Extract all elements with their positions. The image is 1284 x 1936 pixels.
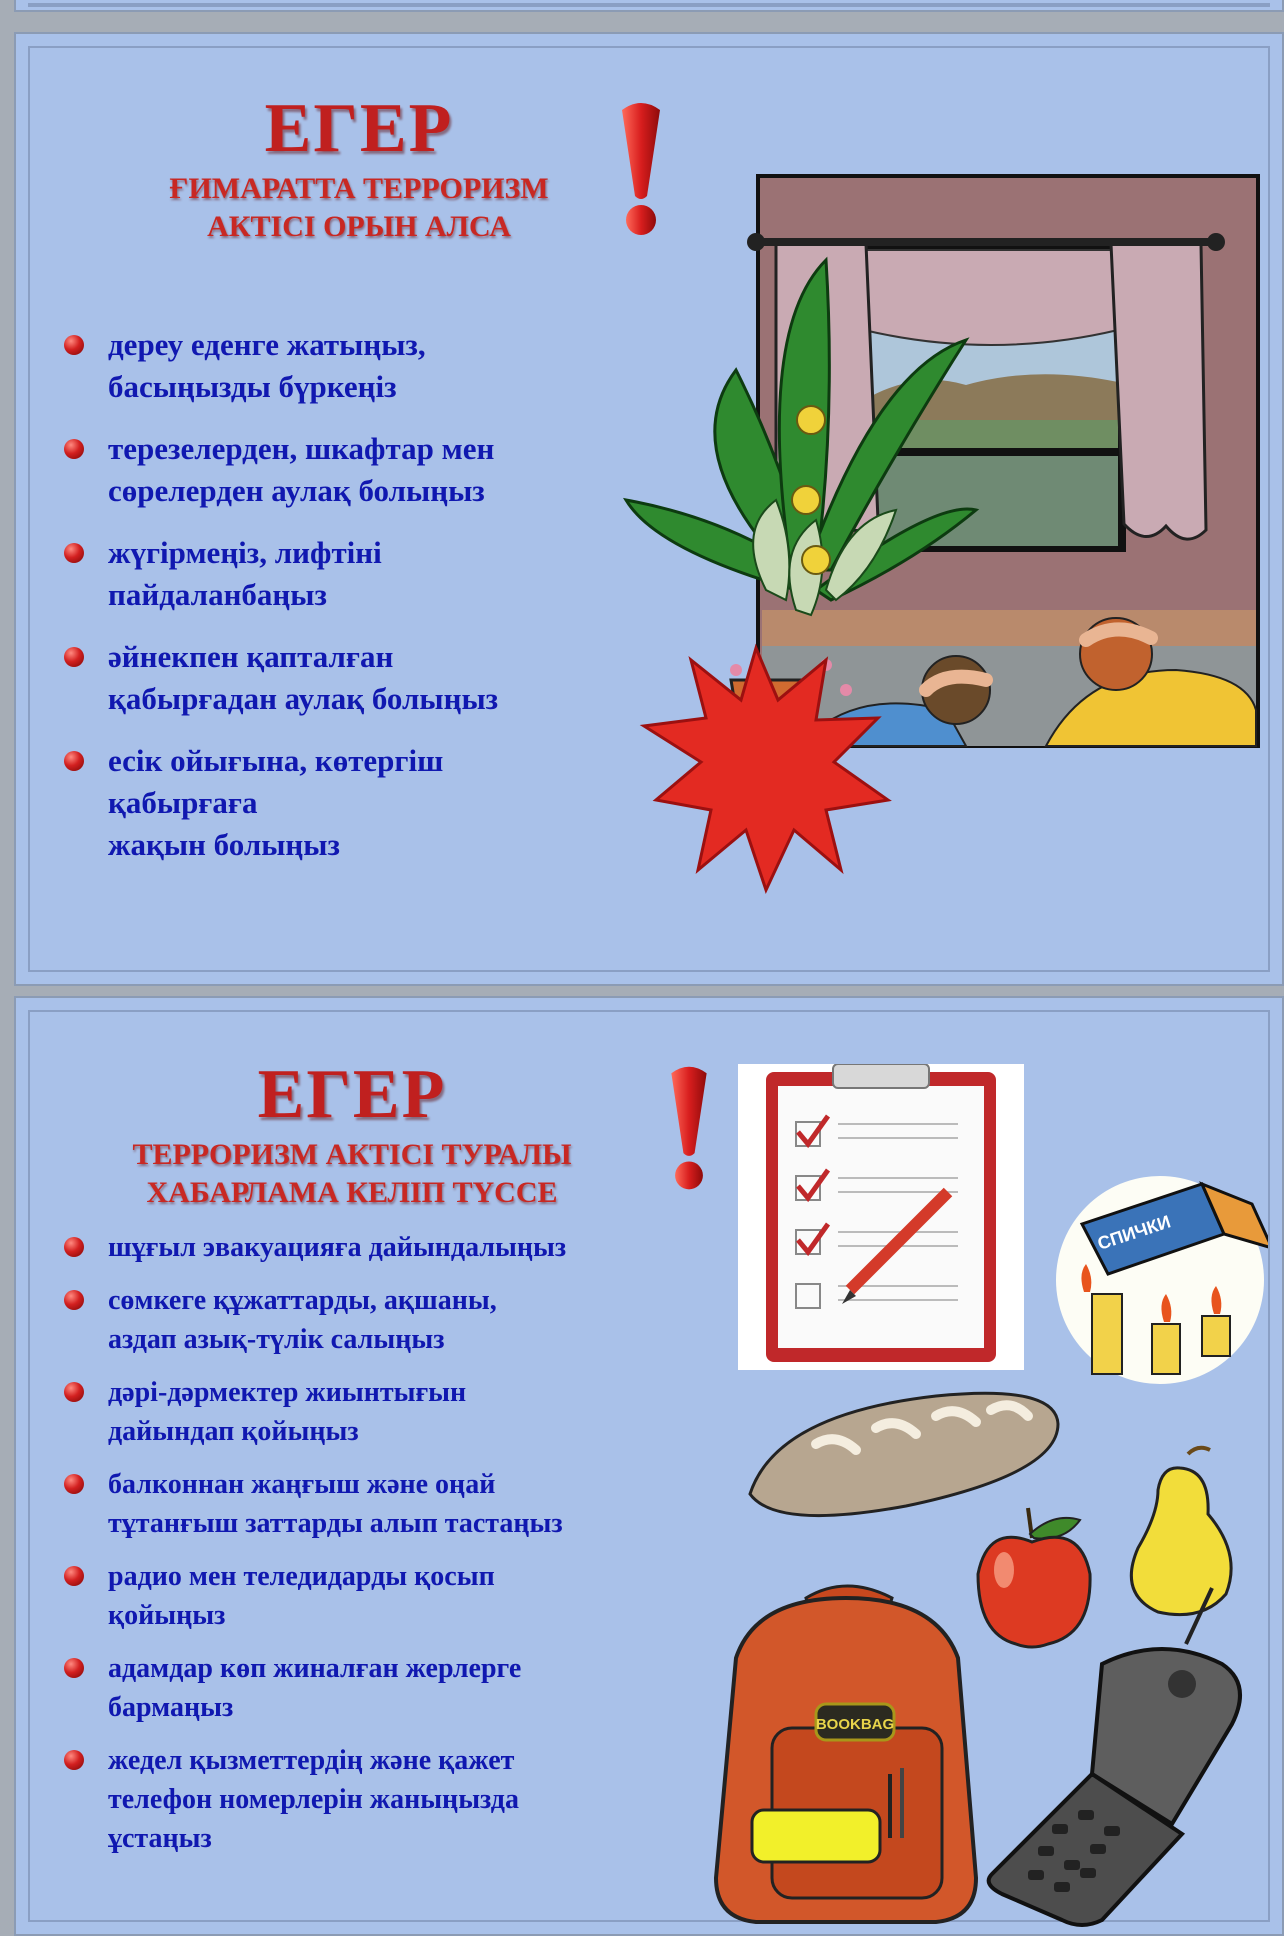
bullet-dot-icon [64,1566,84,1586]
instruction-line: дәрі-дәрмектер жиынтығын [108,1377,467,1408]
instruction-line: қойыңыз [108,1600,226,1631]
subheading-line-1: ТЕРРОРИЗМ АКТІСІ ТУРАЛЫ [132,1138,572,1171]
instruction-line: сөрелерден аулақ болыңыз [108,473,485,508]
slide-heading [124,90,594,246]
instruction-line: дереу еденге жатыңыз, [108,327,426,362]
instruction-item [62,1741,662,1858]
instruction-line: адамдар көп жиналған жерлерге [108,1653,522,1684]
instruction-item [62,532,582,616]
bullet-dot-icon [64,543,84,563]
instruction-line: терезелерден, шкафтар мен [108,431,495,466]
instruction-line: дайындап қойыңыз [108,1416,359,1447]
instruction-line: пайдаланбаңыз [108,577,327,612]
instruction-line: аздап азық-түлік салыңыз [108,1324,445,1355]
heading-eger: ЕГЕР [264,90,454,167]
matchbox-label: СПИЧКИ [1095,1211,1173,1254]
exclamation-icon [664,1064,714,1194]
instruction-line: шұғыл эвакуацияға дайындалыңыз [108,1232,567,1263]
mobile-phone-illustration [982,1574,1282,1934]
instruction-item [62,1557,662,1635]
window-room-illustration [616,170,1261,1000]
bullet-dot-icon [64,1750,84,1770]
bullet-dot-icon [64,1658,84,1678]
slide-terror-warning [14,996,1284,1936]
subheading-line-1: ҒИМАРАТТА ТЕРРОРИЗМ [169,172,549,205]
instruction-line: телефон номерлерін жаныңызда [108,1784,519,1815]
instruction-item [62,1281,662,1359]
bullet-dot-icon [64,647,84,667]
subheading-line-2: АКТІСІ ОРЫН АЛСА [207,210,511,243]
instruction-item [62,1228,662,1267]
instruction-item [62,740,582,866]
bullet-dot-icon [64,439,84,459]
instruction-line: басыңызды бүркеңіз [108,369,397,404]
bullet-dot-icon [64,1237,84,1257]
instruction-line: әйнекпен қапталған [108,639,394,674]
instruction-line: сөмкеге құжаттарды, ақшаны, [108,1285,497,1316]
bullet-dot-icon [64,1474,84,1494]
instruction-list [62,1228,662,1872]
instruction-line: қабырғадан аулақ болыңыз [108,681,499,716]
instruction-line: балконнан жаңғыш және оңай [108,1469,496,1500]
subheading-line-2: ХАБАРЛАМА КЕЛІП ТҮССЕ [146,1176,558,1209]
instruction-item [62,1373,662,1451]
bullet-dot-icon [64,1382,84,1402]
bag-label: BOOKBAG [815,1716,895,1733]
instruction-line: жедел қызметтердің және қажет [108,1745,515,1776]
instruction-item [62,324,582,408]
instruction-item [62,636,582,720]
instruction-line: есік ойығына, көтергіш [108,743,444,778]
bullet-dot-icon [64,1290,84,1310]
bullet-dot-icon [64,751,84,771]
instruction-item [62,1649,662,1727]
heading-eger: ЕГЕР [257,1056,447,1133]
slide-building-terror-act [14,32,1284,986]
instruction-line: бармаңыз [108,1692,234,1723]
instruction-line: қабырғаға [108,785,258,820]
instruction-list [62,324,582,886]
bullet-dot-icon [64,335,84,355]
backpack-illustration [696,1578,992,1926]
instruction-item [62,428,582,512]
instruction-line: радио мен теледидарды қосып [108,1561,495,1592]
instruction-line: жүгірмеңіз, лифтіні [108,535,382,570]
instruction-item [62,1465,662,1543]
instruction-line: ұстаңыз [108,1823,212,1854]
checklist-clipboard-illustration [738,1064,1024,1370]
previous-slide-edge [14,0,1284,12]
instruction-line: тұтанғыш заттарды алып тастаңыз [108,1508,563,1539]
instruction-line: жақын болыңыз [108,827,340,862]
matches-candles-illustration [1052,1174,1268,1386]
slide-heading [92,1056,612,1212]
